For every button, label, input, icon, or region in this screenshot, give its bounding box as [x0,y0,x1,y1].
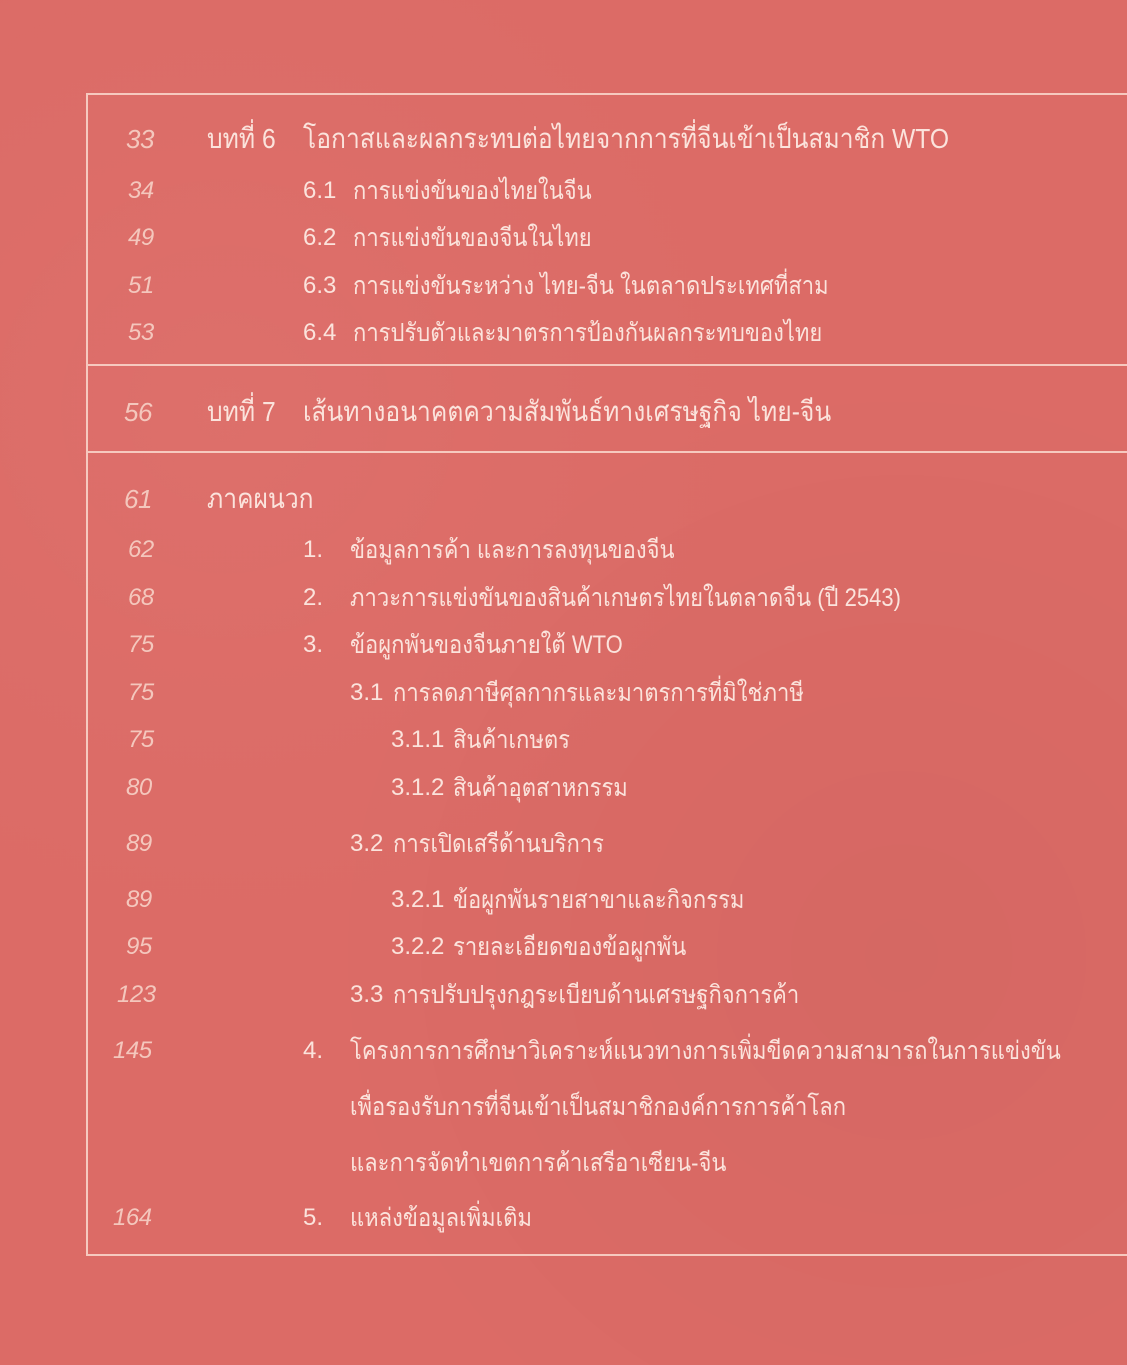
chapter-title: เส้นทางอนาคตความสัมพันธ์ทางเศรษฐกิจ ไทย-จีน [303,396,832,427]
page-number: 49 [128,224,154,251]
toc-entry-appendix-2[interactable] [0,578,1127,618]
item-title: ภาวะการแข่งขันของสินค้าเกษตรไทยในตลาดจีน (ปี 2543) [350,584,901,612]
section-number: 3.1 [350,679,384,706]
page-number: 75 [128,631,154,658]
toc-entry-3-2-1[interactable] [0,880,1127,920]
toc-entry-3-3[interactable] [0,975,1127,1015]
section-title: การปรับตัวและมาตรการป้องกันผลกระทบของไทย [353,319,823,347]
toc-entry-appendix-4-line-3 [0,1143,1127,1183]
page-number: 53 [128,319,154,346]
section-divider-2 [86,451,1127,453]
section-number: 3.2.2 [391,933,445,960]
section-title: สินค้าอุตสาหกรรม [453,774,628,802]
section-number: 6.2 [303,224,337,251]
page-number: 61 [124,484,152,514]
toc-entry-3-2[interactable] [0,824,1127,864]
page-number: 33 [126,124,154,154]
page-number: 51 [128,272,154,299]
section-number: 3.1.1 [391,726,445,753]
toc-entry-6-2[interactable] [0,218,1127,258]
toc-entry-appendix[interactable] [0,479,1127,519]
toc-entry-3-1-2[interactable] [0,768,1127,808]
page-number: 80 [126,774,152,801]
section-divider-1 [86,364,1127,366]
section-number: 3.2.1 [391,886,445,913]
section-number: 6.3 [303,272,337,299]
page-number: 68 [128,584,154,611]
toc-entry-appendix-4[interactable] [0,1031,1127,1071]
page-number: 123 [117,981,156,1008]
page-number: 34 [128,177,154,204]
item-title: แหล่งข้อมูลเพิ่มเติม [350,1204,532,1232]
item-number: 2. [303,584,324,611]
page-number: 89 [126,830,152,857]
toc-entry-3-1[interactable] [0,673,1127,713]
chapter-label: บทที่ 7 [207,396,276,427]
toc-entry-chapter-6[interactable] [0,119,1127,159]
item-number: 1. [303,536,324,563]
page-number: 62 [128,536,154,563]
section-title: การแข่งขันของไทยในจีน [353,177,592,205]
section-number: 6.4 [303,319,337,346]
item-title-continuation: เพื่อรองรับการที่จีนเข้าเป็นสมาชิกองค์การการค้าโลก [350,1093,847,1121]
page-number: 95 [126,933,152,960]
toc-entry-6-4[interactable] [0,313,1127,353]
section-number: 3.1.2 [391,774,445,801]
section-title: การแข่งขันระหว่าง ไทย-จีน ในตลาดประเทศที่สาม [353,272,829,300]
page-number: 164 [113,1204,152,1231]
item-title: ข้อผูกพันของจีนภายใต้ WTO [350,631,623,659]
page-number: 89 [126,886,152,913]
section-title: ข้อผูกพันรายสาขาและกิจกรรม [453,886,745,914]
item-title: โครงการการศึกษาวิเคราะห์แนวทางการเพิ่มขีดความสามารถในการแข่งขัน [350,1037,1061,1065]
section-number: 3.2 [350,830,384,857]
section-title: การปรับปรุงกฎระเบียบด้านเศรษฐกิจการค้า [393,981,800,1009]
page-number: 56 [124,397,152,427]
toc-entry-appendix-4-line-2 [0,1087,1127,1127]
item-title-continuation: และการจัดทำเขตการค้าเสรีอาเซียน-จีน [350,1149,727,1177]
page-number: 75 [128,726,154,753]
page-number: 75 [128,679,154,706]
section-number: 6.1 [303,177,337,204]
toc-entry-3-1-1[interactable] [0,720,1127,760]
toc-entry-chapter-7[interactable] [0,392,1127,432]
appendix-title: ภาคผนวก [207,483,314,514]
toc-entry-appendix-1[interactable] [0,530,1127,570]
section-title: สินค้าเกษตร [453,726,570,754]
item-number: 3. [303,631,324,658]
toc-entry-6-3[interactable] [0,266,1127,306]
section-title: การลดภาษีศุลกากรและมาตรการที่มิใช่ภาษี [393,679,804,707]
item-number: 4. [303,1037,324,1064]
toc-entry-appendix-5[interactable] [0,1198,1127,1238]
item-number: 5. [303,1204,324,1231]
section-title: รายละเอียดของข้อผูกพัน [453,933,687,961]
toc-entry-6-1[interactable] [0,171,1127,211]
toc-entry-3-2-2[interactable] [0,927,1127,967]
chapter-title: โอกาสและผลกระทบต่อไทยจากการที่จีนเข้าเป็นสมาชิก WTO [303,123,950,154]
section-title: การเปิดเสรีด้านบริการ [393,830,604,858]
section-title: การแข่งขันของจีนในไทย [353,224,592,252]
toc-entry-appendix-3[interactable] [0,625,1127,665]
item-title: ข้อมูลการค้า และการลงทุนของจีน [350,536,675,564]
page-number: 145 [113,1037,152,1064]
chapter-label: บทที่ 6 [207,123,276,154]
section-number: 3.3 [350,981,384,1008]
